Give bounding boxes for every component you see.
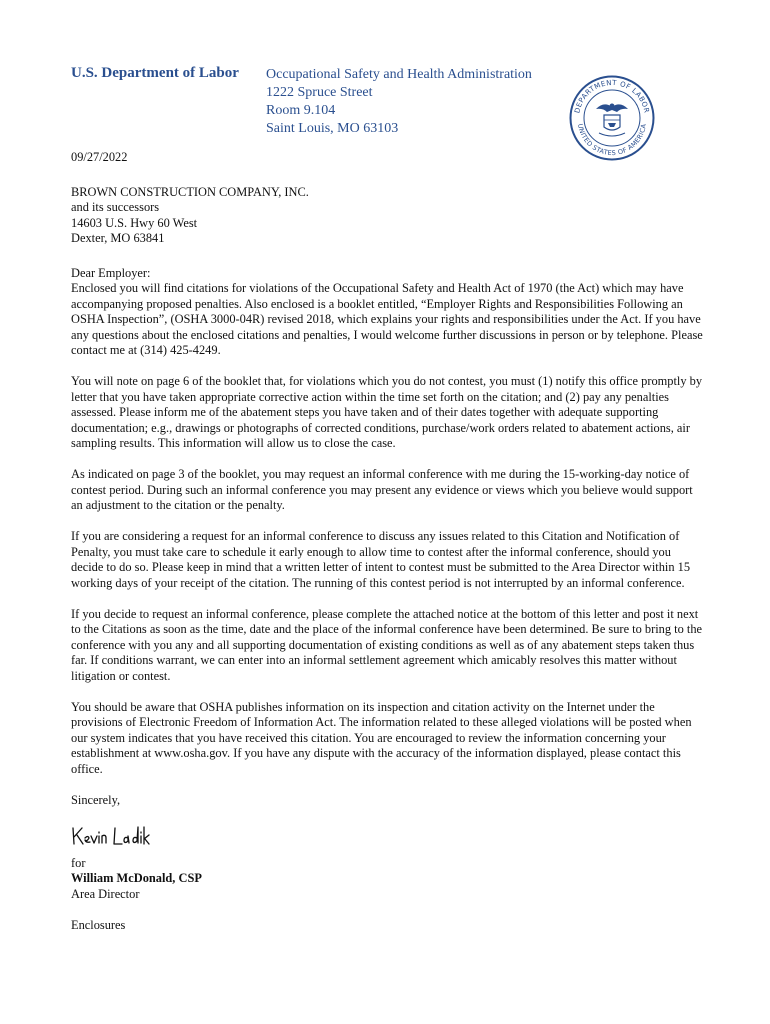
letter-date: 09/27/2022	[71, 150, 128, 164]
signer-title: Area Director	[71, 886, 140, 901]
office-street: 1222 Spruce Street	[266, 85, 373, 100]
paragraph: If you are considering a request for an informal conference to discuss any issues related to this Citation and Notification of Penalty, you must take care to schedule it early enough to allow time to contest after the informal conference, should you decide to do so. Please keep in mind that a written letter of intent to contest must be submitted to the Area Director within 15 working days of your receipt of the citation. The running of this contest period is not interrupted by an informal conference.	[71, 529, 691, 590]
paragraph: If you decide to request an informal conference, please complete the attached notice at the bottom of this letter and post it next to the Citations as soon as the time, date and the place of the informal conference have been determined. Be sure to bring to the conference with you any and all supporting documentation of existing conditions as well as of any abatement steps taken thus far. If conditions warrant, we can enter into an informal settlement agreement which amicably resolves this matter without litigation or contest.	[71, 606, 703, 683]
closing: Sincerely,	[71, 793, 121, 807]
paragraph: Enclosed you will find citations for violations of the Occupational Safety and Health Act of 1970 (the Act) which may have accompanying proposed penalties. Also enclosed is a booklet entitled, “Employer Rights and Responsibilities Following an OSHA Inspection”, (OSHA 3000-04R) revised 2018, which explains your rights and responsibilities under the Act. If you have any questions about the enclosed citations and penalties, I would welcome further discussions in person or by telephone. Please contact me at (314) 425-4249.	[71, 281, 703, 357]
svg-text:DEPARTMENT OF LABOR: DEPARTMENT OF LABOR	[573, 78, 651, 114]
handwritten-signature-icon	[71, 824, 151, 850]
recipient-company: BROWN CONSTRUCTION COMPANY, INC.	[71, 184, 309, 199]
letter-body	[71, 146, 703, 934]
salutation: Dear Employer:	[71, 265, 151, 280]
signer-name: William McDonald, CSP	[71, 871, 202, 885]
recipient-successors: and its successors	[71, 200, 160, 214]
svg-text:UNITED STATES OF AMERICA: UNITED STATES OF AMERICA	[576, 123, 648, 158]
recipient-street: 14603 U.S. Hwy 60 West	[71, 215, 198, 230]
paragraph: You will note on page 6 of the booklet that, for violations which you do not contest, you must (1) notify this office promptly by letter that you have taken appropriate corrective action within the time set forth on the citation; and (2) pay any penalties assessed. Please inform me of the abatement steps you have taken and of their dates together with adequate supporting documentation; e.g., drawings or photographs of corrected conditions, purchase/work orders related to abatement actions, air sampling results. This information will allow us to close the case.	[71, 374, 703, 450]
office-room: Room 9.104	[266, 103, 336, 118]
recipient-city: Dexter, MO 63841	[71, 231, 165, 245]
department-name: U.S. Department of Labor	[71, 65, 239, 81]
enclosures-note: Enclosures	[71, 918, 126, 932]
office-address	[266, 66, 532, 138]
recipient-address	[71, 185, 703, 247]
paragraph: As indicated on page 3 of the booklet, you may request an informal conference with me during the 15-working-day notice of contest period. During such an informal conference you may present any evidence or views which you believe would support an adjustment to the citation or the penalty.	[71, 467, 693, 512]
office-name: Occupational Safety and Health Administration	[266, 67, 532, 82]
signature	[71, 818, 703, 856]
signer-for: for	[71, 855, 86, 870]
office-city: Saint Louis, MO 63103	[266, 121, 399, 136]
paragraph: You should be aware that OSHA publishes information on its inspection and citation activity on the Internet under the provisions of Electronic Freedom of Information Act. The information related to these alleged violations will be posted when our system indicates that you have received this citation. You are encouraged to review the information concerning your establishment at www.osha.gov. If you have any dispute with the accuracy of the information displayed, please contact this office.	[71, 699, 692, 776]
